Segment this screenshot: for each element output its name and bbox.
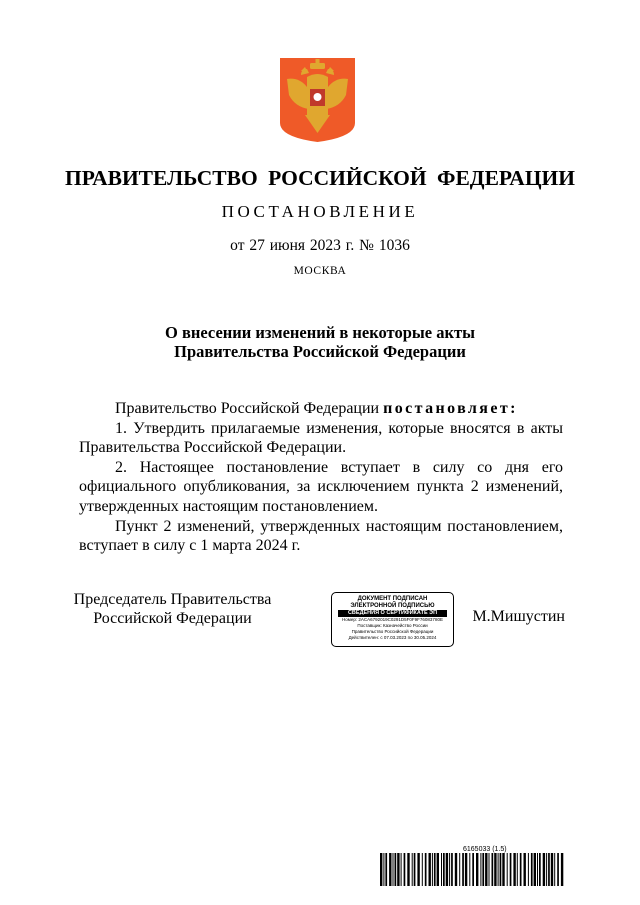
paragraph-item-1: 1. Утвердить прилагаемые изменения, которые вносятся в акты Правительства Российской Федерации. (79, 419, 563, 457)
stamp-validity: Действителен: с 07.03.2023 по 30.05.2024 (348, 635, 437, 640)
paragraph-item-3: Пункт 2 изменений, утвержденных настоящим постановлением, вступает в силу с 1 марта 2024 г. (79, 517, 563, 555)
intro-text: Правительство Российской Федерации (115, 400, 384, 417)
paragraph-intro (79, 399, 563, 419)
stamp-owner: Правительство Российской Федерации (351, 629, 434, 634)
subject-line-1: О внесении изменений в некоторые акты (165, 323, 475, 342)
document-body (79, 399, 563, 556)
document-city: МОСКВА (293, 265, 347, 277)
russian-coat-of-arms-emblem (279, 57, 356, 143)
stamp-certificate-bar: СВЕДЕНИЯ О СЕРТИФИКАТЕ ЭП (338, 610, 447, 617)
document-date-number: от 27 июня 2023 г. № 1036 (230, 237, 410, 254)
stamp-supplier: Поставщик: Казначейство России (357, 623, 428, 628)
document-type: ПОСТАНОВЛЕНИЕ (221, 202, 419, 221)
signatory-name: М.Мишустин (472, 608, 565, 625)
stamp-number: Номер: 2ACA6792019C0291D5F0F9F76083780E (342, 617, 443, 622)
government-title: ПРАВИТЕЛЬСТВО РОССИЙСКОЙ ФЕДЕРАЦИИ (64, 166, 575, 190)
resolves-word: постановляет: (383, 400, 518, 417)
subject-line-2: Правительства Российской Федерации (174, 342, 466, 361)
electronic-signature-stamp (331, 592, 454, 647)
paragraph-item-2: 2. Настоящее постановление вступает в силу со дня его официального опубликования, за исключением пункта 2 изменений, утвержденных настоящим постановлением. (79, 458, 563, 515)
stamp-line-2: ЭЛЕКТРОННОЙ ПОДПИСЬЮ (350, 603, 435, 609)
signatory-position (60, 590, 285, 628)
signatory-position-line-2: Российской Федерации (93, 610, 252, 627)
signatory-position-line-1: Председатель Правительства (73, 591, 272, 608)
barcode (380, 853, 566, 886)
stamp-line-1: ДОКУМЕНТ ПОДПИСАН (357, 596, 428, 602)
barcode-number: 6165033 (1.5) (463, 846, 507, 853)
